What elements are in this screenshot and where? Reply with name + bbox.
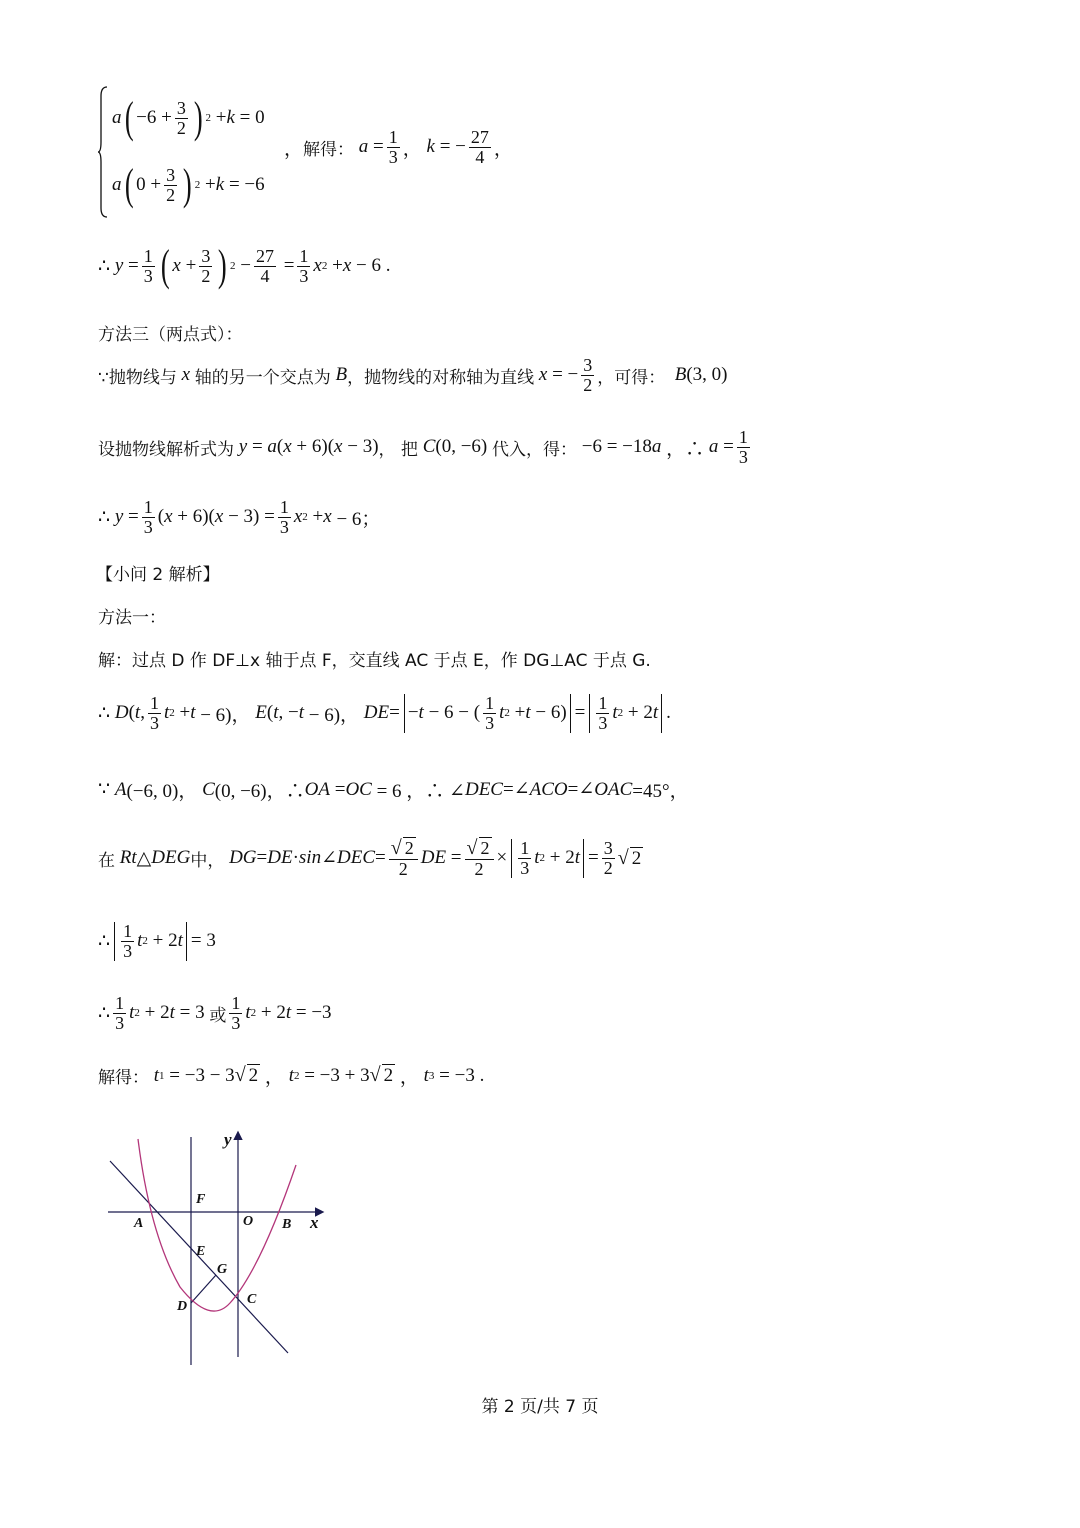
angle-line: ∵ A (−6, 0)， C (0, −6)，∴ OA = OC = 6 ，∴ ∠ DEC =∠ ACO =∠ OAC =45°， — [98, 778, 689, 802]
intersection-line: ∵抛物线与 x 轴的另一个交点为 B ，抛物线的对称轴为直线 x = − $\frac{3}{2}$ ，可得： B (3, 0) — [98, 355, 728, 395]
page-footer: 第 2 页/共 7 页 — [481, 1397, 599, 1417]
system-eq-1: a ( −6 + $\frac{3}{2}$ ) 2 + k = 0 — [112, 93, 265, 142]
label-x: x — [310, 1213, 319, 1232]
parabola-diagram — [100, 1125, 340, 1370]
label-e: E — [196, 1244, 206, 1259]
system-solution: ， 解得： a = $\frac{1}{3}$ ， k = − $\frac{27}{4}$ ， — [284, 127, 513, 167]
system-eq-2: a ( 0 + $\frac{3}{2}$ ) 2 + k = −6 — [112, 160, 265, 209]
solution-construction: 解：过点 D 作 DF⊥x 轴于点 F，交直线 AC 于点 E，作 DG⊥AC 于点 G. — [98, 651, 651, 671]
segment-dg — [191, 1275, 216, 1303]
two-cases: ∴ $\frac{1}{3}$ t 2 + 2 t = 3 或 $\frac{1}{3}$ t 2 + 2 t = −3 — [98, 993, 332, 1033]
parabola-curve — [138, 1139, 296, 1311]
label-f: F — [196, 1192, 206, 1207]
vertex-form-result: ∴ y = $\frac{1}{3}$ ( x + $\frac{3}{2}$ ) 2 − $\frac{27}{4}$ = $\frac{1}{3}$ x 2 + x − 6 . — [98, 241, 391, 290]
intercept-form-line: 设抛物线解析式为 y = a ( x + 6)( x − 3) ， 把 C (0, −6) 代入，得： −6 = −18 a ，∴ a = $\frac{1}{3}$ — [98, 427, 748, 467]
label-a: A — [134, 1216, 144, 1231]
system-brace — [98, 86, 108, 218]
final-solutions: 解得： t 1 = −3 − 3 √ 2 ， t 2 = −3 + 3 √ 2 ， t 3 = −3 . — [98, 1064, 485, 1088]
label-g: G — [217, 1262, 228, 1277]
method-three-heading: 方法三（两点式）： — [98, 325, 243, 345]
intercept-form-result: ∴ y = $\frac{1}{3}$ ( x + 6)( x − 3) = $\frac{1}{3}$ x 2 + x − 6； — [98, 497, 381, 537]
label-c: C — [247, 1292, 257, 1307]
label-o: O — [243, 1214, 254, 1229]
label-b: B — [282, 1217, 292, 1232]
sub-question-2-title: 【小问 2 解析】 — [96, 565, 220, 585]
label-d: D — [177, 1299, 188, 1314]
right-triangle-line: 在 Rt △ DEG 中， DG = DE · sin ∠ DEC = $\frac{√ 2}{2}$ DE = $\frac{√ 2}{2}$ × $\frac{1}{3}$ t 2 + 2 t = $\frac{3}{2}$ √ 2 — [98, 837, 642, 879]
method-one-heading: 方法一： — [98, 608, 166, 628]
abs-equation: ∴ $\frac{1}{3}$ t 2 + 2 t = 3 — [98, 921, 216, 961]
label-y: y — [224, 1130, 232, 1149]
points-d-e-line: ∴ D ( t , $\frac{1}{3}$ t 2 + t − 6)， E ( t , − t − 6)， DE = − t − 6 − ( $\frac{1}{3}$ t 2 + t − 6) = $\frac{1}{3}$ t 2 + 2 t . — [98, 693, 671, 733]
